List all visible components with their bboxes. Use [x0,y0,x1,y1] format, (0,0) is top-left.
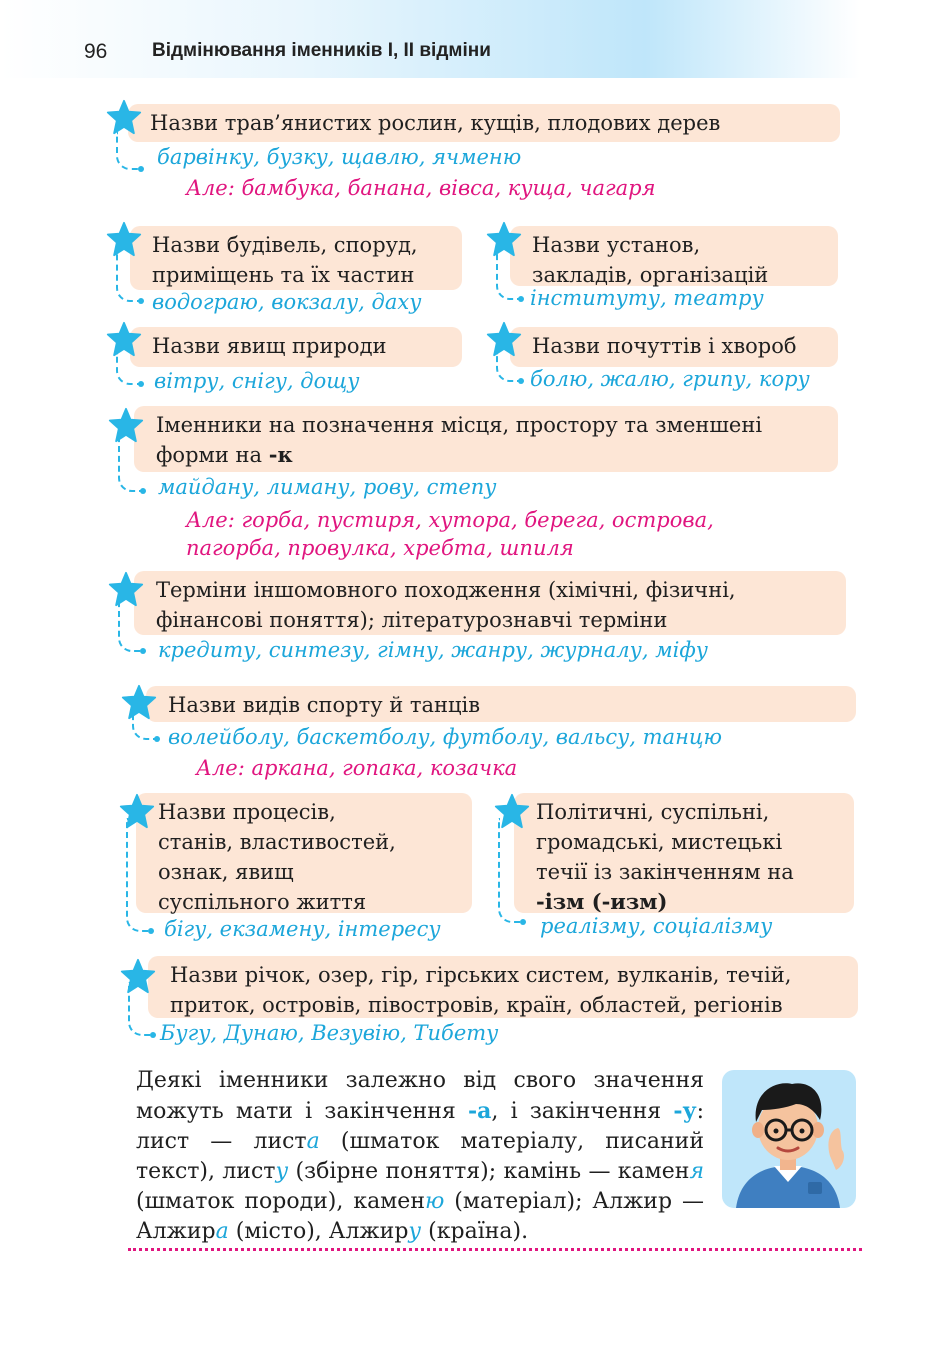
rule-label: Назви явищ природи [152,334,387,358]
exception-line: пагорба, провулка, хребта, шпиля [186,536,574,560]
examples: болю, жалю, грипу, кору [530,367,810,391]
examples: водограю, вокзалу, даху [152,290,422,314]
connector-line [498,818,522,923]
examples: кредиту, синтезу, гімну, жанру, журналу, міфу [158,638,708,662]
rule-label-line [156,440,826,470]
rule-box [510,327,838,367]
examples: волейболу, баскетболу, футболу, вальсу, танцю [168,725,723,749]
examples: барвінку, бузку, щавлю, ячменю [157,145,522,169]
rule-label-line: Назви будівель, споруд, [152,233,418,257]
paragraph-text: , і закінчення [491,1099,674,1124]
star-icon [121,684,157,720]
paragraph-text: (країна). [421,1219,529,1244]
rule-box [146,686,856,722]
star-icon [106,321,142,357]
rule-label-line: закладів, організацій [532,263,769,287]
paragraph-text: (шматок матеріалу, писаний текст), лист [136,1129,704,1184]
examples: вітру, снігу, дощу [154,369,360,393]
rule-label-line: Назви установ, [532,233,701,257]
rule-label-text: форми на [156,443,269,467]
rule-label-line: Назви процесів, [158,800,336,824]
boy-avatar-icon [722,1070,856,1208]
rule-label-line: Політичні, суспільні, [536,800,770,824]
page-header [0,0,860,78]
connector-line [496,250,520,300]
rule-label-line: суспільного життя [158,890,367,914]
rule-label-line: ознак, явищ [158,860,294,884]
paragraph-text: (місто), Алжир [228,1219,409,1244]
rule-box [134,571,846,635]
ending-highlight: а [215,1219,229,1244]
rule-label: Назви почуттів і хвороб [532,334,797,358]
rule-label-line: приміщень та їх частин [152,263,415,287]
exception: Але: аркана, гопака, козачка [196,756,518,780]
connector-line [116,132,140,170]
rule-label-line: Іменники на позначення місця, простору та зменшені [156,413,763,437]
rule-label-line: громадські, мистецькі [536,830,783,854]
exception-line: Але: горба, пустиря, хутора, берега, острова, [186,508,714,532]
rule-box [130,226,462,290]
rule-label-line: Назви річок, озер, гір, гірських систем, вулканів, течій, [170,963,792,987]
paragraph-text: Деякі іменники залежно від свого значення можуть мати і закінчення [136,1068,704,1124]
examples: реалізму, соціалізму [540,914,773,938]
examples: бігу, екзамену, інтересу [164,917,441,941]
star-icon [486,221,522,257]
star-icon [106,99,142,135]
explanation-paragraph [136,1066,704,1247]
page-title: Відмінювання іменників І, ІІ відміни [152,40,491,61]
examples: майдану, лиману, рову, степу [158,475,497,499]
paragraph-text: (шматок породи), камен [136,1189,425,1214]
page-number: 96 [84,40,108,63]
rule-label: Назви видів спорту й танців [168,693,481,717]
rule-label-line: станів, властивостей, [158,830,396,854]
star-icon [494,793,530,829]
ending-highlight: у [275,1159,289,1184]
star-icon [486,321,522,357]
connector-line [126,818,150,932]
rule-box [148,956,858,1018]
paragraph-text: (матеріал); Алжир — Алжир [136,1189,704,1244]
ending-highlight: ю [424,1189,445,1214]
rule-label-line [536,887,842,917]
rule-box [130,327,462,367]
suffix-bold: -к [268,442,293,467]
suffix-bold: -ізм (-изм) [536,889,668,914]
examples: інституту, театру [530,286,764,310]
rule-label: Назви трав’янистих рослин, кущів, плодових дерев [150,111,721,135]
rule-label-line: течії із закінченням на [536,860,794,884]
ending-u: -у [673,1098,697,1124]
star-icon [120,958,156,994]
examples: Бугу, Дунаю, Везувію, Тибету [160,1021,499,1045]
rule-box [134,406,838,472]
rule-box [136,793,472,913]
rule-box [510,226,838,286]
star-icon [108,571,144,607]
star-icon [106,221,142,257]
rule-label-line: фінансові поняття); літературознавчі терміни [156,608,668,632]
star-icon [119,793,155,829]
ending-highlight: а [306,1129,320,1154]
ending-highlight: я [689,1159,705,1184]
rule-box [514,793,854,913]
rule-label-line: приток, островів, півостровів, країн, областей, регіонів [170,993,783,1017]
boy-illustration [722,1070,856,1208]
connector-line [116,250,140,302]
star-icon [108,407,144,443]
exception: Але: бамбука, банана, вівса, куща, чагаря [186,176,656,200]
ending-a: -а [467,1098,492,1124]
rule-box [128,104,840,142]
paragraph-text: (збірне поняття); камінь — камен [288,1159,690,1184]
rule-label-line: Терміни іншомовного походження (хімічні, фізичні, [156,578,736,602]
ending-highlight: у [408,1219,422,1244]
dotted-divider [128,1248,862,1251]
paragraph-text: : лист — лист [136,1099,704,1154]
